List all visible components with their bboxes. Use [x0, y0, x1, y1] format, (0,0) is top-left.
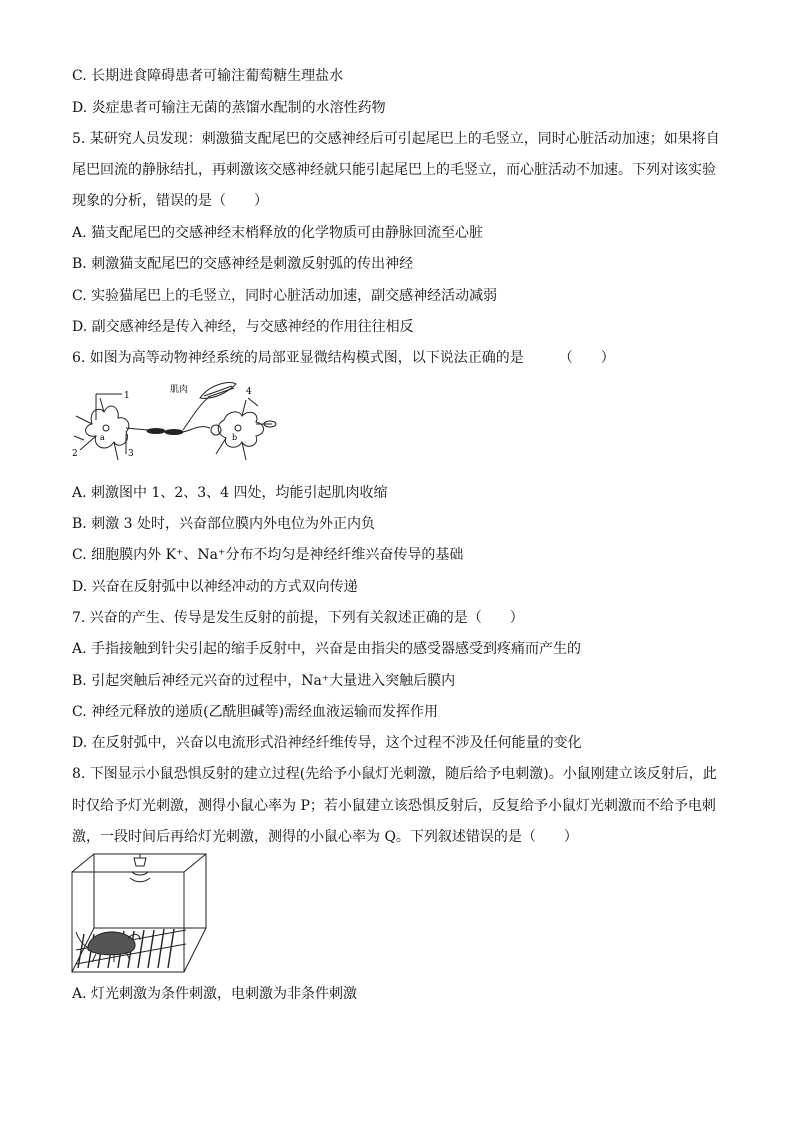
q8-stem-line-2: 时仅给予灯光刺激，测得小鼠心率为 P；若小鼠建立该恐惧反射后，反复给予小鼠灯光刺激而不给予电刺	[72, 798, 716, 814]
q5-option-d: D. 副交感神经是传入神经，与交感神经的作用往往相反	[72, 319, 414, 335]
neuron-a-body	[86, 406, 129, 448]
q4-option-d: D. 炎症患者可输注无菌的蒸馏水配制的水溶性药物	[72, 100, 386, 116]
q7-stem: 7. 兴奋的产生、传导是发生反射的前提，下列有关叙述正确的是（ ）	[72, 610, 524, 626]
q6-option-c: C. 细胞膜内外 K⁺、Na⁺分布不均匀是神经纤维兴奋传导的基础	[72, 547, 464, 563]
label-2: 2	[72, 449, 78, 459]
q6-option-d: D. 兴奋在反射弧中以神经冲动的方式双向传递	[72, 579, 358, 595]
q7-option-d: D. 在反射弧中，兴奋以电流形式沿神经纤维传导，这个过程不涉及任何能量的变化	[72, 735, 582, 751]
q7-option-c: C. 神经元释放的递质(乙酰胆碱等)需经血液运输而发挥作用	[72, 704, 439, 720]
q7-option-a: A. 手指接触到针尖引起的缩手反射中，兴奋是由指尖的感受器感受到疼痛而产生的	[72, 641, 582, 657]
q8-stem-line-1: 8. 下图显示小鼠恐惧反射的建立过程(先给予小鼠灯光刺激，随后给予电刺激)。小鼠刚建立该反射后，此	[72, 766, 717, 782]
q5-stem-line-3: 现象的分析，错误的是（ ）	[72, 193, 268, 209]
q6-option-a: A. 刺激图中 1、2、3、4 四处，均能引起肌肉收缩	[72, 485, 388, 501]
q5-stem-line-2: 尾巴回流的静脉结扎，再刺激该交感神经就只能引起尾巴上的毛竖立，而心脏活动不加速。下列对该实验	[72, 162, 716, 178]
label-1: 1	[124, 391, 130, 401]
q6-option-b: B. 刺激 3 处时，兴奋部位膜内外电位为外正内负	[72, 516, 375, 532]
mouse-fear-box-figure	[70, 852, 210, 976]
label-b: b	[232, 433, 238, 442]
mouse	[88, 932, 135, 955]
label-muscle: 肌肉	[170, 385, 189, 395]
q5-option-c: C. 实验猫尾巴上的毛竖立，同时心脏活动加速，副交感神经活动减弱	[72, 288, 498, 304]
label-4: 4	[246, 387, 252, 397]
label-a: a	[100, 433, 105, 442]
q5-stem-line-1: 5. 某研究人员发现：刺激猫支配尾巴的交感神经后可引起尾巴上的毛竖立，同时心脏活动加速；如果将自	[72, 131, 720, 147]
q5-option-a: A. 猫支配尾巴的交感神经末梢释放的化学物质可由静脉回流至心脏	[72, 225, 484, 241]
lamp	[134, 854, 146, 866]
q4-option-c: C. 长期进食障碍患者可输注葡萄糖生理盐水	[72, 68, 344, 84]
q7-option-b: B. 引起突触后神经元兴奋的过程中，Na⁺大量进入突触后膜内	[72, 673, 456, 689]
q6-stem: 6. 如图为高等动物神经系统的局部亚显微结构模式图，以下说法正确的是 （ ）	[72, 350, 615, 366]
q5-option-b: B. 刺激猫支配尾巴的交感神经是刺激反射弧的传出神经	[72, 256, 414, 272]
label-3: 3	[128, 449, 134, 459]
q8-stem-line-3: 激，一段时间后再给灯光刺激，测得的小鼠心率为 Q。下列叙述错误的是（ ）	[72, 829, 578, 845]
neuron-structure-figure	[70, 380, 280, 472]
axon	[126, 428, 148, 430]
q8-option-a: A. 灯光刺激为条件刺激，电刺激为非条件刺激	[72, 986, 358, 1002]
